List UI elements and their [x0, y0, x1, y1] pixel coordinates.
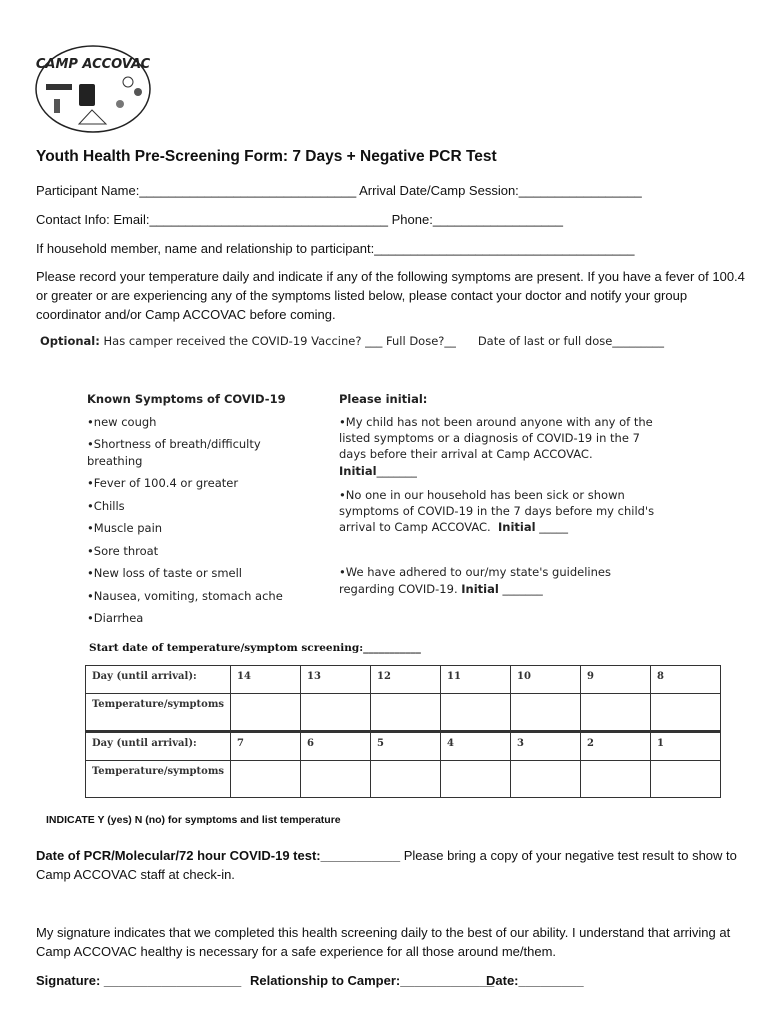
date-field[interactable]: Date:_________: [486, 973, 584, 988]
signature-field[interactable]: Signature: ___________________: [36, 973, 242, 988]
initial-field-3[interactable]: [339, 582, 543, 596]
vaccine-question-text: Has camper received the COVID-19 Vaccine? ___ Full Dose?__ Date of last or full dose_________: [99, 334, 665, 348]
initial-field-2[interactable]: [339, 520, 568, 534]
consent-line: My signature indicates that we completed this health screening daily to the best of our ability. I understand that arriving at: [36, 925, 731, 940]
temperature-cell[interactable]: [511, 761, 581, 798]
initial-label: Initial: [461, 582, 499, 596]
form-title: Youth Health Pre-Screening Form: 7 Days + Negative PCR Test: [36, 148, 497, 165]
day-cell: 12: [371, 666, 441, 694]
initial-blank: _____: [535, 520, 568, 534]
symptom-item: •Nausea, vomiting, stomach ache: [87, 589, 283, 603]
temperature-cell[interactable]: [511, 694, 581, 732]
statement-line: •No one in our household has been sick or shown: [339, 488, 625, 502]
statement-text: arrival to Camp ACCOVAC.: [339, 520, 499, 534]
optional-label: Optional:: [40, 334, 100, 348]
symptom-item: •Diarrhea: [87, 611, 144, 625]
day-cell: 6: [301, 732, 371, 761]
symptom-item: •Muscle pain: [87, 521, 163, 535]
symptom-item: •Shortness of breath/difficulty: [87, 437, 261, 451]
pcr-label: Date of PCR/Molecular/72 hour COVID-19 test:___________: [36, 848, 401, 863]
relationship-field[interactable]: Relationship to Camper:_____________: [250, 973, 495, 988]
initial-blank: _______: [498, 582, 543, 596]
consent-line: Camp ACCOVAC healthy is necessary for a safe experience for all those around me/them.: [36, 944, 557, 959]
pcr-text: Please bring a copy of your negative test result to show to: [400, 848, 737, 863]
symptom-item: •Fever of 100.4 or greater: [87, 476, 239, 490]
instructions-line: Please record your temperature daily and indicate if any of the following symptoms are present. If you have a fever of 100.4: [36, 269, 745, 284]
day-cell: 7: [231, 732, 301, 761]
day-cell: 13: [301, 666, 371, 694]
day-cell: 1: [651, 732, 721, 761]
temperature-cell[interactable]: [651, 694, 721, 732]
screening-table: [85, 665, 721, 798]
camp-accovac-logo: [34, 44, 152, 134]
statement-line: symptoms of COVID-19 in the 7 days before my child's: [339, 504, 655, 518]
symptom-item: •New loss of taste or smell: [87, 566, 242, 580]
temperature-label: Temperature/symptoms: [86, 694, 231, 732]
pcr-date-field[interactable]: [36, 848, 737, 863]
vaccine-question[interactable]: [40, 334, 664, 348]
initial-label: Initial: [339, 464, 377, 478]
day-cell: 4: [441, 732, 511, 761]
temperature-cell[interactable]: [301, 761, 371, 798]
temperature-cell[interactable]: [441, 694, 511, 732]
temperature-cell[interactable]: [651, 761, 721, 798]
statement-text: regarding COVID-19.: [339, 582, 462, 596]
temperature-cell[interactable]: [441, 761, 511, 798]
day-cell: 2: [581, 732, 651, 761]
symptom-item: •Sore throat: [87, 544, 159, 558]
contact-info-field[interactable]: Contact Info: Email:_________________________________ Phone:__________________: [36, 212, 563, 227]
symptom-item: •new cough: [87, 415, 157, 429]
temperature-cell[interactable]: [581, 694, 651, 732]
temperature-cell[interactable]: [231, 761, 301, 798]
day-cell: 3: [511, 732, 581, 761]
symptom-item: •Chills: [87, 499, 125, 513]
temperature-cell[interactable]: [581, 761, 651, 798]
temperature-label: Temperature/symptoms: [86, 761, 231, 798]
day-label: Day (until arrival):: [86, 732, 231, 761]
statement-line: •We have adhered to our/my state's guidelines: [339, 565, 611, 579]
household-member-field[interactable]: If household member, name and relationship to participant:____________________________________: [36, 241, 635, 256]
temperature-cell[interactable]: [301, 694, 371, 732]
day-cell: 9: [581, 666, 651, 694]
participant-name-field[interactable]: Participant Name:______________________________ Arrival Date/Camp Session:_________________: [36, 183, 642, 198]
symptoms-heading: Known Symptoms of COVID-19: [87, 392, 286, 406]
day-cell: 8: [651, 666, 721, 694]
temperature-cell[interactable]: [231, 694, 301, 732]
instructions-line: coordinator and/or Camp ACCOVAC before coming.: [36, 307, 336, 322]
initial-field-1[interactable]: [339, 464, 417, 478]
day-label: Day (until arrival):: [86, 666, 231, 694]
symptom-item: breathing: [87, 454, 143, 468]
day-cell: 14: [231, 666, 301, 694]
temperature-cell[interactable]: [371, 694, 441, 732]
statement-line: days before their arrival at Camp ACCOVAC.: [339, 447, 593, 461]
initial-blank: _______: [376, 464, 417, 478]
temperature-cell[interactable]: [371, 761, 441, 798]
instructions-line: or greater or are experiencing any of the symptoms listed below, please contact your doctor and notify your group: [36, 288, 688, 303]
indicate-note: INDICATE Y (yes) N (no) for symptoms and list temperature: [46, 814, 341, 826]
screening-start-date[interactable]: Start date of temperature/symptom screening:___________: [89, 642, 421, 654]
day-cell: 5: [371, 732, 441, 761]
initial-label: Initial: [498, 520, 536, 534]
initials-heading: Please initial:: [339, 392, 428, 406]
statement-line: listed symptoms or a diagnosis of COVID-19 in the 7: [339, 431, 640, 445]
day-cell: 10: [511, 666, 581, 694]
day-cell: 11: [441, 666, 511, 694]
pcr-text-line2: Camp ACCOVAC staff at check-in.: [36, 867, 235, 882]
logo-text: CAMP ACCOVAC: [35, 57, 151, 72]
statement-line: •My child has not been around anyone with any of the: [339, 415, 653, 429]
